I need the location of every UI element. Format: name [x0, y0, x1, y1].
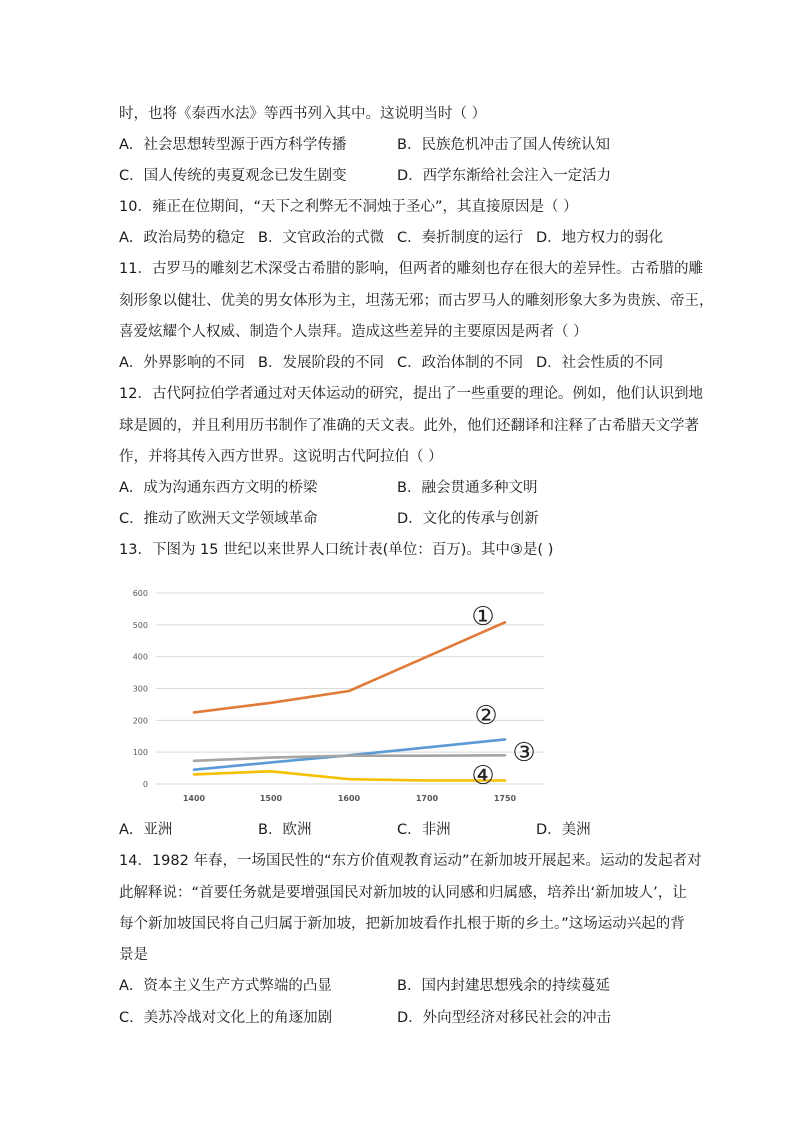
q13-option-a: A．亚洲	[119, 822, 173, 838]
q9-option-a: A．社会思想转型源于西方科学传播	[119, 137, 347, 153]
q13-option-d: D．美洲	[536, 822, 591, 838]
chart-series-label-3: ③	[512, 738, 536, 768]
q9-option-b: B．民族危机冲击了国人传统认知	[397, 137, 610, 153]
q12-option-d: D．文化的传承与创新	[397, 511, 539, 527]
chart-y-tick-label: 600	[132, 589, 148, 598]
q14-text-2: 此解释说：“首要任务就是要增强国民对新加坡的认同感和归属感，培养出‘新加坡人’，让	[119, 885, 687, 901]
q12-text-2: 球是圆的，并且利用历书制作了准确的天文表。此外，他们还翻译和注释了古希腊天文学著	[119, 418, 699, 434]
chart-y-tick-label: 0	[142, 780, 148, 789]
q10-text: 10．雍正在位期间，“天下之利弊无不洞烛于圣心”，其直接原因是（ ）	[119, 199, 578, 215]
q10-option-a: A．政治局势的稳定	[119, 230, 245, 246]
chart-x-tick-label: 1700	[415, 794, 439, 803]
chart-x-tick-label: 1750	[493, 794, 517, 803]
chart-y-tick-label: 200	[132, 716, 148, 726]
q9-option-d: D．西学东渐给社会注入一定活力	[397, 168, 612, 184]
q10-option-d: D．地方权力的弱化	[536, 230, 664, 246]
q13-option-c: C．非洲	[397, 822, 451, 838]
chart-series-label-4: ④	[471, 761, 495, 791]
chart-series-label-1: ①	[471, 602, 495, 632]
chart-y-tick-label: 500	[132, 620, 148, 630]
q11-option-b: B．发展阶段的不同	[258, 355, 384, 371]
q11-text-2: 刻形象以健壮、优美的男女体形为主，坦荡无邪；而古罗马人的雕刻形象大多为贵族、帝王，	[119, 293, 714, 309]
q13-text: 13．下图为 15 世纪以来世界人口统计表(单位：百万)。其中③是( )	[119, 542, 554, 558]
q10-option-b: B．文官政治的式微	[258, 230, 384, 246]
chart-x-tick-label: 1600	[337, 794, 361, 803]
q14-option-c: C．美苏冷战对文化上的角逐加剧	[119, 1010, 333, 1026]
q14-text-4: 景是	[119, 947, 148, 963]
q11-text-3: 喜爱炫耀个人权威、制造个人崇拜。造成这些差异的主要原因是两者（ ）	[119, 324, 588, 340]
population-line-chart	[110, 572, 560, 812]
q12-option-a: A．成为沟通东西方文明的桥梁	[119, 480, 318, 496]
chart-x-tick-label: 1400	[182, 794, 206, 803]
q12-text-1: 12．古代阿拉伯学者通过对天体运动的研究，提出了一些重要的理论。例如，他们认识到地	[119, 386, 703, 402]
q11-option-d: D．社会性质的不同	[536, 355, 664, 371]
q12-option-b: B．融会贯通多种文明	[397, 480, 538, 496]
q14-option-a: A．资本主义生产方式弊端的凸显	[119, 978, 332, 994]
q12-text-3: 作，并将其传入西方世界。这说明古代阿拉伯（ ）	[119, 449, 443, 465]
q11-option-c: C．政治体制的不同	[397, 355, 524, 371]
chart-series-line-1	[194, 622, 505, 712]
q11-text-1: 11．古罗马的雕刻艺术深受古希腊的影响，但两者的雕刻也存在很大的差异性。古希腊的雕	[119, 261, 703, 277]
q14-option-b: B．国内封建思想残余的持续蔓延	[397, 978, 610, 994]
q14-option-d: D．外向型经济对移民社会的冲击	[397, 1010, 612, 1026]
chart-x-tick-label: 1500	[259, 794, 283, 803]
q13-option-b: B．欧洲	[258, 822, 312, 838]
chart-series-label-2: ②	[474, 701, 498, 731]
q14-text-3: 每个新加坡国民将自己归属于新加坡，把新加坡看作扎根于斯的乡土。”这场运动兴起的背	[119, 916, 685, 932]
q10-option-c: C．奏折制度的运行	[397, 230, 524, 246]
q9-text-tail: 时，也将《泰西水法》等西书列入其中。这说明当时（ ）	[119, 106, 487, 122]
q9-option-c: C．国人传统的夷夏观念已发生剧变	[119, 168, 347, 184]
chart-series-line-4	[194, 771, 505, 780]
chart-series-line-3	[194, 755, 505, 761]
q11-option-a: A．外界影响的不同	[119, 355, 245, 371]
chart-y-tick-label: 100	[132, 748, 148, 758]
q12-option-c: C．推动了欧洲天文学领域革命	[119, 511, 318, 527]
q14-text-1: 14．1982 年春，一场国民性的“东方价值观教育运动”在新加坡开展起来。运动的发起者对	[119, 853, 702, 869]
chart-y-tick-label: 300	[132, 684, 148, 694]
chart-y-tick-label: 400	[132, 652, 148, 662]
